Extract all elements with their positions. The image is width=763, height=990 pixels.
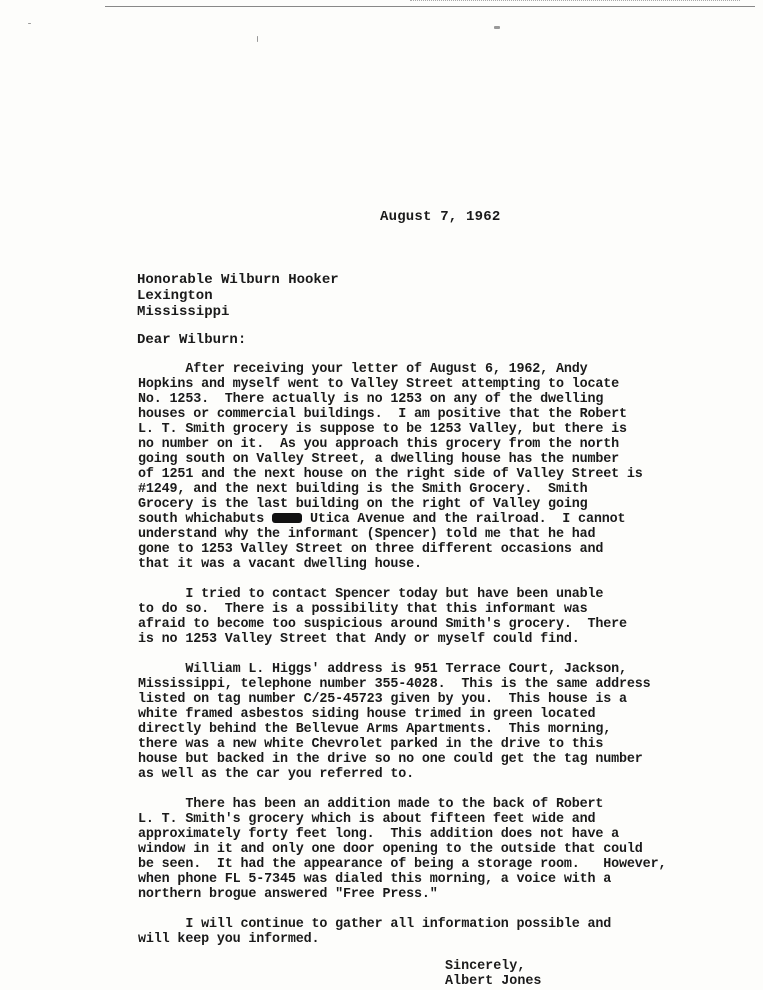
body-line: afraid to become too suspicious around Smith's grocery. There bbox=[138, 617, 627, 632]
body-line: as well as the car you referred to. bbox=[138, 767, 414, 782]
body-line-with-redaction bbox=[138, 512, 643, 527]
paragraph-2 bbox=[138, 587, 627, 647]
body-line: going south on Valley Street, a dwelling house has the number bbox=[138, 452, 620, 467]
body-line: there was a new white Chevrolet parked in the drive to this bbox=[138, 737, 604, 752]
body-line: I tried to contact Spencer today but have been unable bbox=[138, 587, 604, 602]
body-line: I will continue to gather all information possible and bbox=[138, 917, 612, 932]
signature-name: Albert Jones bbox=[445, 974, 542, 989]
recipient-name: Honorable Wilburn Hooker bbox=[137, 272, 339, 288]
recipient-city: Lexington bbox=[137, 288, 213, 304]
body-line: houses or commercial buildings. I am positive that the Robert bbox=[138, 407, 627, 422]
body-line: There has been an addition made to the back of Robert bbox=[138, 797, 604, 812]
paragraph-1 bbox=[138, 362, 643, 572]
body-line: William L. Higgs' address is 951 Terrace Court, Jackson, bbox=[138, 662, 627, 677]
body-line: gone to 1253 Valley Street on three different occasions and bbox=[138, 542, 604, 557]
salutation: Dear Wilburn: bbox=[137, 332, 247, 348]
paragraph-5 bbox=[138, 917, 611, 947]
body-line: L. T. Smith's grocery which is about fifteen feet wide and bbox=[138, 812, 596, 827]
body-line: house but backed in the drive so no one could get the tag number bbox=[138, 752, 643, 767]
body-line: when phone FL 5-7345 was dialed this morning, a voice with a bbox=[138, 872, 612, 887]
paragraph-3 bbox=[138, 662, 651, 782]
body-text: south whichabuts bbox=[138, 512, 273, 527]
closing: Sincerely, bbox=[445, 959, 526, 974]
paragraph-4 bbox=[138, 797, 666, 902]
top-rule bbox=[105, 6, 755, 7]
body-line: northern brogue answered "Free Press." bbox=[138, 887, 438, 902]
body-line: approximately forty feet long. This addition does not have a bbox=[138, 827, 620, 842]
closing-block bbox=[445, 959, 541, 989]
body-line: no number on it. As you approach this grocery from the north bbox=[138, 437, 620, 452]
body-line: window in it and only one door opening to the outside that could bbox=[138, 842, 643, 857]
body-line: #1249, and the next building is the Smith Grocery. Smith bbox=[138, 482, 588, 497]
body-line: After receiving your letter of August 6, 1962, Andy bbox=[138, 362, 588, 377]
body-line: will keep you informed. bbox=[138, 932, 320, 947]
body-line: No. 1253. There actually is no 1253 on any of the dwelling bbox=[138, 392, 604, 407]
letter-date: August 7, 1962 bbox=[380, 209, 501, 225]
body-line: of 1251 and the next house on the right side of Valley Street is bbox=[138, 467, 643, 482]
recipient-address bbox=[137, 272, 339, 320]
scan-speck bbox=[257, 36, 258, 42]
redaction-mark bbox=[272, 513, 302, 523]
scan-speck bbox=[28, 23, 31, 24]
body-line: that it was a vacant dwelling house. bbox=[138, 557, 422, 572]
body-text: Utica Avenue and the railroad. I cannot bbox=[302, 512, 626, 527]
body-line: Hopkins and myself went to Valley Street attempting to locate bbox=[138, 377, 620, 392]
recipient-state: Mississippi bbox=[137, 304, 230, 320]
body-line: to do so. There is a possibility that this informant was bbox=[138, 602, 588, 617]
top-dotted-rule bbox=[410, 0, 740, 3]
body-line: Mississippi, telephone number 355-4028. This is the same address bbox=[138, 677, 651, 692]
body-line: be seen. It had the appearance of being a storage room. However, bbox=[138, 857, 667, 872]
body-line: L. T. Smith grocery is suppose to be 1253 Valley, but there is bbox=[138, 422, 627, 437]
body-line: Grocery is the last building on the right of Valley going bbox=[138, 497, 588, 512]
scan-speck bbox=[494, 26, 500, 29]
body-line: understand why the informant (Spencer) told me that he had bbox=[138, 527, 596, 542]
body-line: is no 1253 Valley Street that Andy or myself could find. bbox=[138, 632, 580, 647]
body-line: white framed asbestos siding house trimed in green located bbox=[138, 707, 596, 722]
body-line: directly behind the Bellevue Arms Apartments. This morning, bbox=[138, 722, 612, 737]
body-line: listed on tag number C/25-45723 given by you. This house is a bbox=[138, 692, 627, 707]
